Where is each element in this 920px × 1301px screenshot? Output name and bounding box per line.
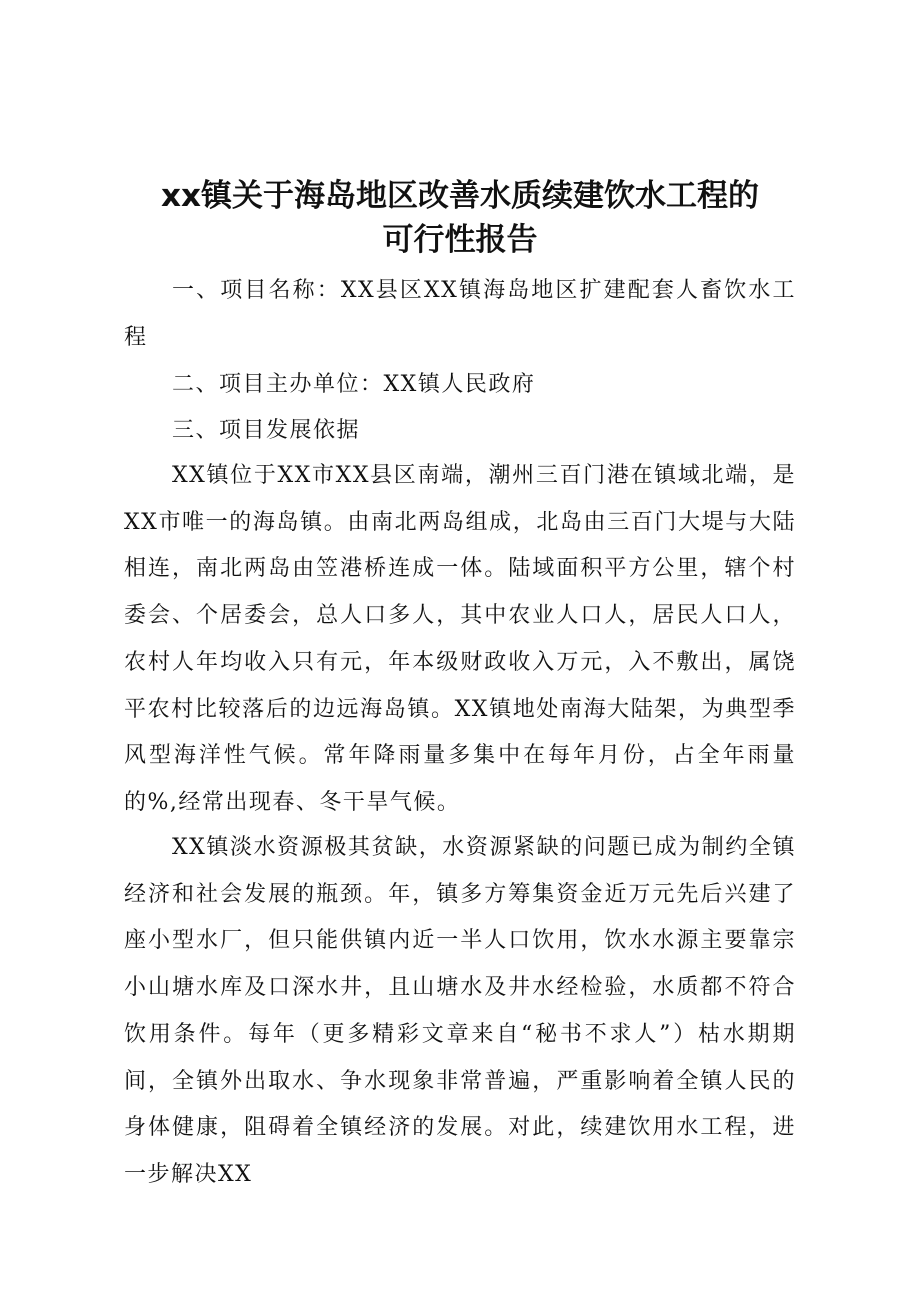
document-title-line-2: 可行性报告 bbox=[382, 222, 538, 258]
document-title-line-1: xx镇关于海岛地区改善水质续建饮水工程的 bbox=[161, 178, 759, 214]
paragraph-basis-heading: 三、项目发展依据 bbox=[172, 418, 361, 443]
paragraph-project-name: 一、项目名称：XX县区XX镇海岛地区扩建配套人畜饮水工程 bbox=[124, 278, 796, 350]
paragraph-town-overview: XX镇位于XX市XX县区南端，潮州三百门港在镇域北端，是XX市唯一的海岛镇。由南北两岛组成，北岛由三百门大堤与大陆相连，南北两岛由笠港桥连成一体。陆域面积平方公里，辖个村委会、个居委会，总人口多人，其中农业人口人，居民人口人，农村人年均收入只有元，年本级财政收入万元，入不敷出，属饶平农村比较落后的边远海岛镇。XX镇地处南海大陆架，为典型季风型海洋性气候。常年降雨量多集中在每年月份，占全年雨量的%,经常出现春、冬干旱气候。 bbox=[124, 463, 796, 815]
paragraph-host-unit: 二、项目主办单位：XX镇人民政府 bbox=[172, 372, 536, 397]
paragraph-water-shortage: XX镇淡水资源极其贫缺，水资源紧缺的问题已成为制约全镇经济和社会发展的瓶颈。年，镇多方筹集资金近万元先后兴建了座小型水厂，但只能供镇内近一半人口饮用，饮水水源主要靠宗小山塘水库及口深水井，且山塘水及井水经检验，水质都不符合饮用条件。每年（更多精彩文章来自“秘书不求人”）枯水期期间，全镇外出取水、争水现象非常普遍，严重影响着全镇人民的身体健康，阻碍着全镇经济的发展。对此，续建饮用水工程，进一步解决XX bbox=[124, 835, 796, 1187]
